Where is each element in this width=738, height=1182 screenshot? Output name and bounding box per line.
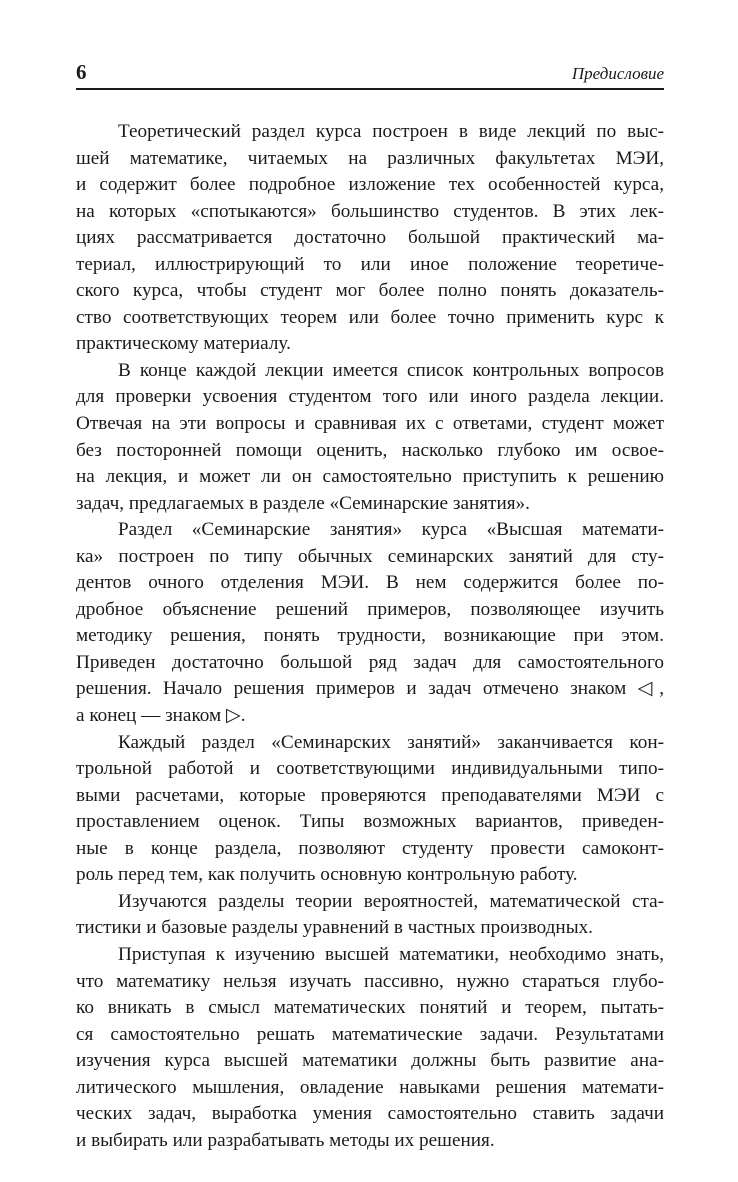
text-line: Приступая к изучению высшей математики, необходимо знать, (118, 943, 664, 965)
text-line: ство соответствующих теорем или более точно применить курс к (76, 306, 664, 328)
text-line: циях рассматривается достаточно большой практический ма- (76, 227, 664, 249)
text-line: что математику нельзя изучать пассивно, нужно стараться глубо- (76, 970, 664, 992)
paragraph (76, 942, 664, 1154)
text-line: а конец — знаком ▷. (76, 705, 246, 727)
text-line: Отвечая на эти вопросы и сравнивая их с ответами, студент может (76, 413, 664, 435)
running-title: Предисловие (571, 64, 664, 83)
text-line: и содержит более подробное изложение тех особенностей курса, (76, 174, 664, 196)
text-line: решения. Начало решения примеров и задач отмечено знаком ◁, (76, 678, 664, 700)
paragraph (76, 730, 664, 889)
paragraph (76, 889, 664, 942)
text-line: Теоретический раздел курса построен в виде лекций по выс- (118, 121, 664, 142)
text-line: и выбирать или разрабатывать методы их решения. (76, 1129, 495, 1151)
text-line: трольной работой и соответствующими индивидуальными типо- (76, 758, 664, 780)
paragraph (76, 517, 664, 729)
text-line: ка» построен по типу обычных семинарских занятий для сту- (76, 545, 664, 567)
paragraph (76, 358, 664, 517)
text-line: В конце каждой лекции имеется список контрольных вопросов (118, 359, 664, 381)
text-line: ческих задач, выработка умения самостоятельно ставить задачи (76, 1103, 664, 1125)
text-line: роль перед тем, как получить основную контрольную работу. (76, 864, 578, 886)
text-line: проставлением оценок. Типы возможных вариантов, приведен- (76, 811, 664, 833)
body-text (76, 119, 664, 1154)
text-line: ского курса, чтобы студент мог более полно понять доказатель- (76, 280, 664, 302)
text-line: без посторонней помощи оценить, насколько глубоко им освое- (76, 439, 664, 461)
text-line: териал, иллюстрирующий то или иное положение теоретиче- (76, 253, 664, 275)
text-line: дентов очного отделения МЭИ. В нем содержится более по- (76, 572, 664, 594)
text-line: методику решения, понять трудности, возникающие при этом. (76, 625, 664, 647)
text-line: Приведен достаточно большой ряд задач для самостоятельного (76, 651, 664, 673)
text-line: ся самостоятельно решать математические задачи. Результатами (76, 1023, 664, 1045)
text-line: ко вникать в смысл математических понятий и теорем, пытать- (76, 997, 664, 1019)
text-line: Изучаются разделы теории вероятностей, математической ста- (118, 890, 664, 912)
text-line: для проверки усвоения студентом того или иного раздела лекции. (76, 386, 664, 408)
running-header (76, 58, 664, 90)
text-line: практическому материалу. (76, 333, 291, 355)
text-line: на которых «спотыкаются» большинство студентов. В этих лек- (76, 200, 664, 222)
text-line: шей математике, читаемых на различных факультетах МЭИ, (76, 147, 664, 169)
text-line: выми расчетами, которые проверяются преподавателями МЭИ с (76, 784, 664, 806)
text-line: Раздел «Семинарские занятия» курса «Высшая математи- (118, 519, 664, 541)
text-line: тистики и базовые разделы уравнений в частных производных. (76, 917, 593, 939)
text-line: дробное объяснение решений примеров, позволяющее изучить (76, 598, 664, 620)
page-number: 6 (76, 60, 87, 84)
text-line: изучения курса высшей математики должны быть развитие ана- (76, 1050, 664, 1072)
paragraph (76, 119, 664, 358)
text-line: Каждый раздел «Семинарских занятий» заканчивается кон- (118, 731, 664, 753)
text-line: ные в конце раздела, позволяют студенту провести самоконт- (76, 837, 664, 859)
text-line: на лекция, и может ли он самостоятельно приступить к решению (76, 466, 664, 488)
text-line: литического мышления, овладение навыками решения математи- (76, 1076, 664, 1098)
text-line: задач, предлагаемых в разделе «Семинарские занятия». (76, 492, 530, 514)
